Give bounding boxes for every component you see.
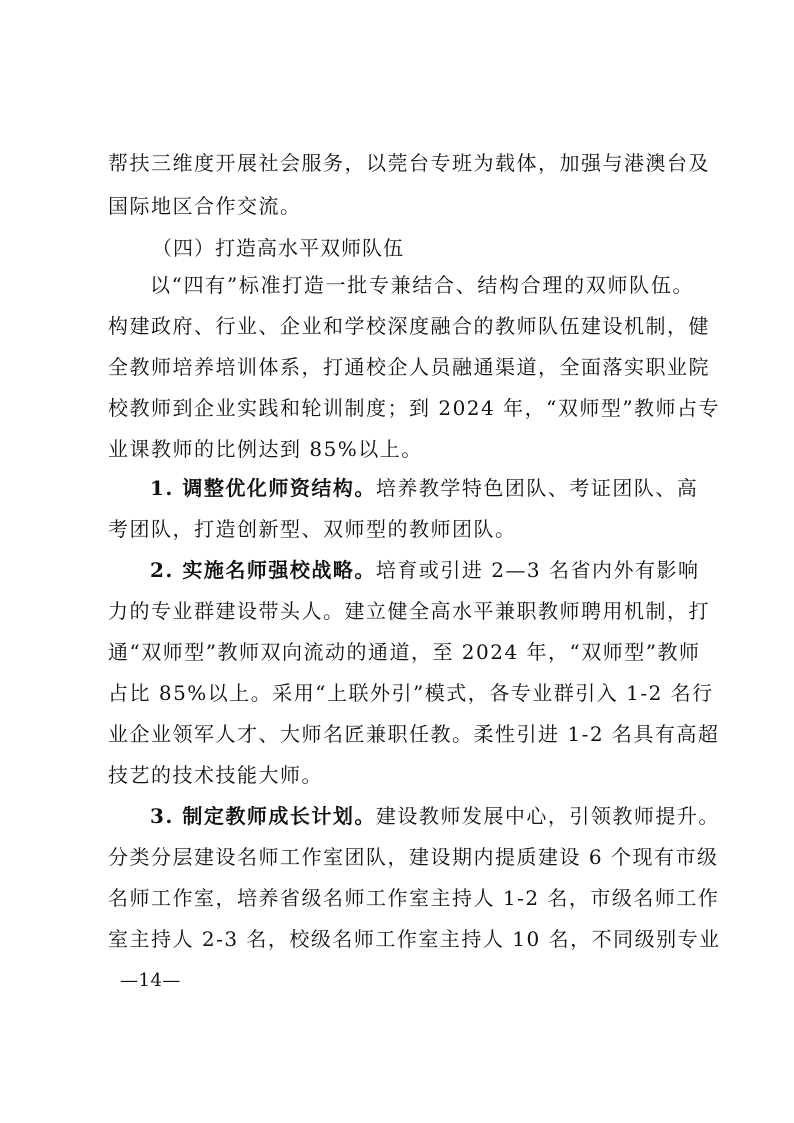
item-text: 建设教师发展中心，引领教师提升。 xyxy=(375,804,720,828)
body-line: 业课教师的比例达到 85%以上。 xyxy=(108,437,423,461)
item-text: 培育或引进 2—3 名省内外有影响 xyxy=(375,558,700,582)
list-item xyxy=(150,804,720,828)
body-line: 名师工作室，培养省级名师工作室主持人 1-2 名，市级名师工作 xyxy=(108,886,720,910)
body-line: 考团队，打造创新型、双师型的教师团队。 xyxy=(108,517,517,541)
body-line: 构建政府、行业、企业和学校深度融合的教师队伍建设机制，健 xyxy=(108,314,710,338)
list-item xyxy=(150,476,699,500)
body-line: 业企业领军人才、大师名匠兼职任教。柔性引进 1-2 名具有高超 xyxy=(108,722,720,746)
item-title: 3. 制定教师成长计划。 xyxy=(150,804,376,828)
item-title: 2. 实施名师强校战略。 xyxy=(150,558,376,582)
body-line: 全教师培养培训体系，打通校企人员融通渠道，全面落实职业院 xyxy=(108,355,710,379)
body-line: 以“四有”标准打造一批专兼结合、结构合理的双师队伍。 xyxy=(150,273,694,297)
body-line: 帮扶三维度开展社会服务，以莞台专班为载体，加强与港澳台及 xyxy=(108,151,710,175)
body-line: 国际地区合作交流。 xyxy=(108,194,302,218)
item-text: 培养教学特色团队、考证团队、高 xyxy=(375,476,699,500)
page-number: —14— xyxy=(120,970,181,991)
list-item xyxy=(150,558,700,582)
body-line: 分类分层建设名师工作室团队，建设期内提质建设 6 个现有市级 xyxy=(108,845,719,869)
item-title: 1. 调整优化师资结构。 xyxy=(150,476,376,500)
body-line: 占比 85%以上。采用“上联外引”模式，各专业群引入 1-2 名行 xyxy=(108,681,714,705)
body-line: 通“双师型”教师双向流动的通道，至 2024 年，“双师型”教师 xyxy=(108,640,701,664)
body-line: 技艺的技术技能大师。 xyxy=(108,763,323,787)
body-line: 室主持人 2-3 名，校级名师工作室主持人 10 名，不同级别专业 xyxy=(108,927,721,951)
body-line: 校教师到企业实践和轮训制度；到 2024 年，“双师型”教师占专 xyxy=(108,396,721,420)
body-line: 力的专业群建设带头人。建立健全高水平兼职教师聘用机制，打 xyxy=(108,599,710,623)
section-heading: （四）打造高水平双师队伍 xyxy=(152,236,404,260)
